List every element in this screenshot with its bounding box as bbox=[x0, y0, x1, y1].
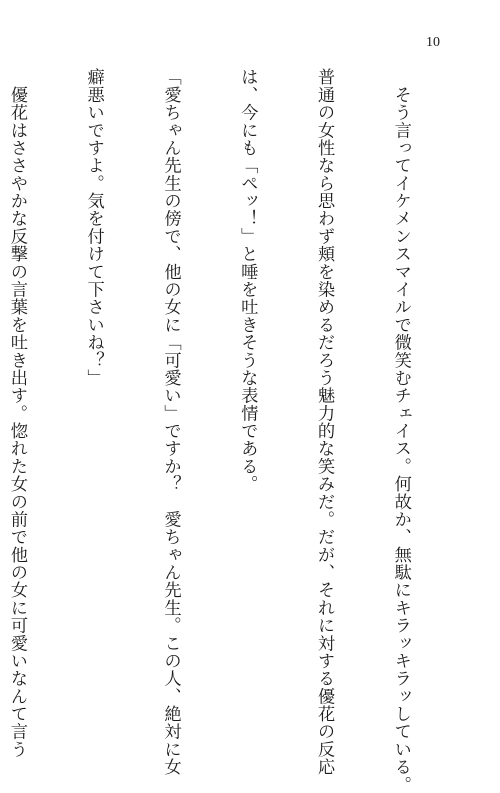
text-line: 癖悪いですよ。気を付けて下さいね？」 bbox=[83, 68, 104, 387]
text-line: 「愛ちゃん先生の傍で、他の女に「可愛い」ですか？ 愛ちゃん先生。この人、絶対に女 bbox=[160, 68, 181, 776]
text-line: は、今にも「ペッ！」と唾を吐きそうな表情である。 bbox=[237, 68, 258, 493]
novel-text-body bbox=[0, 68, 464, 793]
page-number: 10 bbox=[426, 35, 440, 50]
text-line: 優花はささやかな反撃の言葉を吐き出す。惚れた女の前で他の女に可愛いなんて言う bbox=[6, 68, 27, 758]
text-line: 普通の女性なら思わず頬を染めるだろう魅力的な笑みだ。だが、それに対する優花の反応 bbox=[314, 68, 335, 776]
text-line: そう言ってイケメンスマイルで微笑むチェイス。何故か、無駄にキラッキラッしている。 bbox=[390, 68, 411, 793]
